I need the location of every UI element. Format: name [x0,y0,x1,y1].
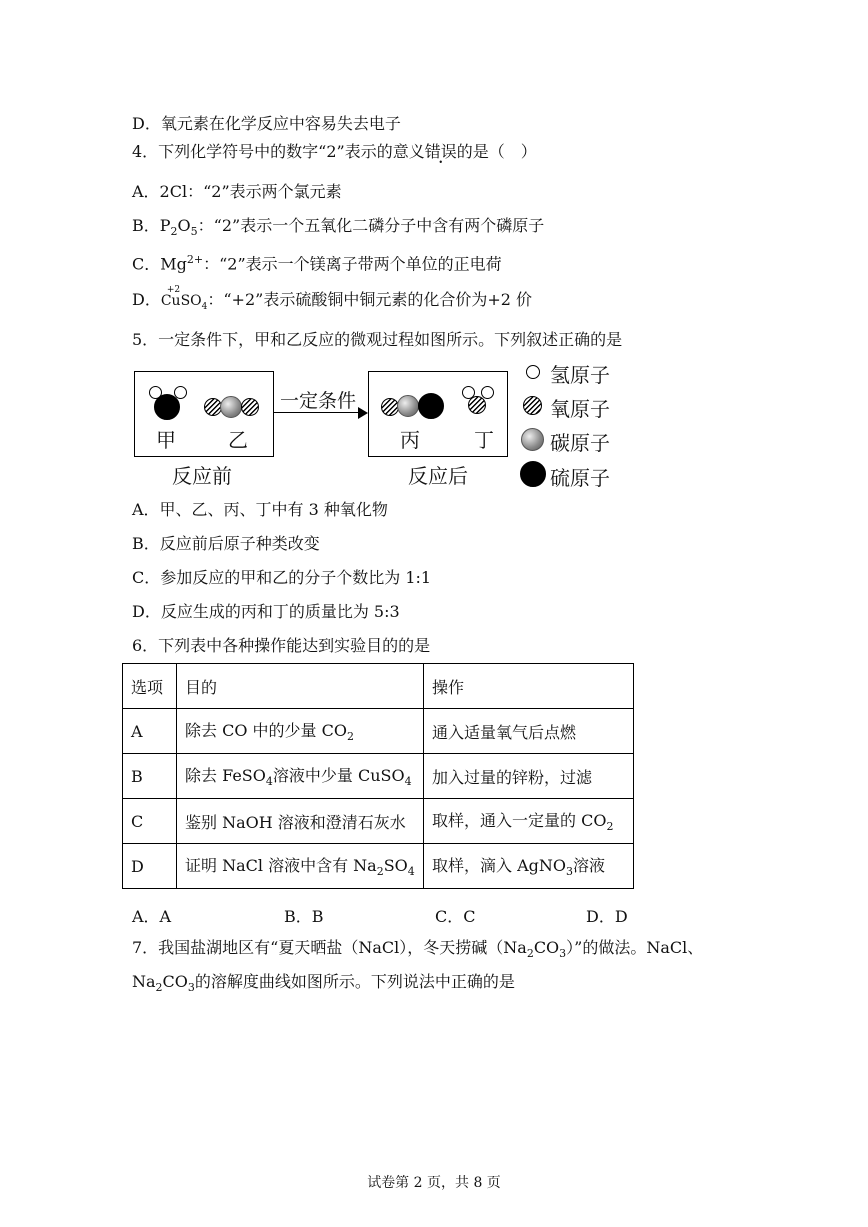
q4-stem-emphasis: 错误 [424,142,457,161]
q4-a-prefix: A．2Cl： [132,182,204,201]
cell-goal: 鉴别 NaOH 溶液和澄清石灰水 [177,799,424,844]
page-footer: 试卷第 2 页，共 8 页 [367,1175,501,1191]
label-bing: 丙 [400,428,420,452]
q7-l1b: CO [533,938,560,957]
legend-carbon: 碳原子 [550,431,610,455]
hydrogen-legend-icon [526,365,540,379]
goal-mid: SO [383,856,408,876]
q4-b-text: ：“2”表示一个五氧化二磷分子中含有两个磷原子 [197,216,545,235]
carbon-legend-icon [521,428,544,451]
q3-option-d: D．氧元素在化学反应中容易失去电子 [132,114,401,133]
legend-sulfur: 硫原子 [550,466,610,490]
q4-stem-before: 4．下列化学符号中的数字“2”表示的意义 [132,142,425,161]
q4-stem-after: 的是（ ） [456,142,537,161]
legend-hydrogen: 氢原子 [550,363,610,387]
q7-l1a: 7．我国盐湖地区有“夏天晒盐（NaCl），冬天捞碱（Na [132,938,527,957]
cell-operation [424,844,634,889]
q4-stem [132,142,537,162]
legend-oxygen: 氧原子 [550,397,610,421]
op-sub: 3 [566,865,574,879]
table-row [123,709,634,754]
cell-goal [177,844,424,889]
cell-operation [424,799,634,844]
q7-l2b: CO [162,972,188,991]
q4-a-text: “2”表示两个氯元素 [203,182,342,201]
q5-option-a: A．甲、乙、丙、丁中有 3 种氧化物 [132,500,388,519]
table-header-row [123,664,634,709]
q5-option-d: D．反应生成的丙和丁的质量比为 5:3 [132,602,400,621]
oxygen-atom [468,396,486,414]
q6-choice-d: D．D [586,907,628,926]
q4-c-text: ：“2”表示一个镁离子带两个单位的正电荷 [203,254,502,274]
arrow-condition: 一定条件 [280,390,357,412]
arrow-head-icon [358,407,368,419]
label-yi: 乙 [228,428,248,452]
q7-line2: $Na_2CO_3$的溶解度曲线如图所示。下列说法中正确的是 [132,972,515,995]
op-sub: 2 [606,820,614,834]
goal-mid: 溶液中少量 CuSO [272,766,405,786]
header-goal: 目的 [177,664,424,709]
q6-choice-c: C．C [435,907,476,926]
cell-operation: 加入过量的锌粉，过滤 [424,754,634,799]
q4-option-c [132,250,502,274]
cell-option: D [123,844,177,889]
q5-option-c: C．参加反应的甲和乙的分子个数比为 1:1 [132,568,432,587]
oxygen-legend-icon [523,396,542,415]
q6-stem: 6．下列表中各种操作能达到实验目的的是 [132,636,431,655]
cell-option: A [123,709,177,754]
sulfur-atom [154,394,180,420]
cell-option: C [123,799,177,844]
goal-sub2: 4 [407,865,415,879]
goal-text: 证明 NaCl 溶液中含有 Na [185,856,377,876]
q5-stem: 5．一定条件下，甲和乙反应的微观过程如图所示。下列叙述正确的是 [132,330,623,349]
cell-option: B [123,754,177,799]
goal-text: 除去 FeSO [185,766,266,786]
q4-b-prefix: B．P [132,216,171,235]
q6-choice-b: B．B [284,907,324,926]
q4-option-b: B．$P_2O_5$：“2”表示一个五氧化二磷分子中含有两个磷原子 [132,216,545,239]
cell-goal [177,754,424,799]
label-jia: 甲 [156,428,176,452]
table-row [123,754,634,799]
q4-option-a [132,182,342,202]
oxygen-atom [241,398,259,416]
op-text: 取样，通入一定量的 CO [432,811,607,831]
q7-l1c: ）”的做法。NaCl、 [566,938,704,957]
q4-c-charge: 2+ [186,253,204,266]
op-text: 取样，滴入 AgNO [432,856,567,876]
q4-c-prefix: C．Mg [132,254,187,274]
reaction-arrow [274,412,362,413]
q7-l2a: Na [132,972,156,991]
label-ding: 丁 [474,428,494,452]
q4-d-text: ：“+2”表示硫酸铜中铜元素的化合价为+2 价 [207,290,532,309]
goal-sub: 2 [346,730,354,744]
cell-operation: 通入适量氧气后点燃 [424,709,634,754]
q6-choice-a: A．A [132,907,172,926]
table-row [123,799,634,844]
cell-goal [177,709,424,754]
header-option: 选项 [123,664,177,709]
op-after: 溶液 [573,856,606,876]
goal-text: 除去 CO 中的少量 CO [185,721,347,741]
goal-sub: 2 [376,865,384,879]
goal-sub: 4 [265,775,273,789]
q5-option-b: B．反应前后原子种类改变 [132,534,320,553]
q4-d-formula: CuSO [160,293,202,309]
goal-sub2: 4 [404,775,412,789]
header-operation: 操作 [424,664,634,709]
q4-d-prefix: D． [132,290,161,309]
q7-line1: 7．我国盐湖地区有“夏天晒盐（NaCl），冬天捞碱$(Na_2CO_3)$”的做法。NaCl、 [132,938,704,961]
carbon-atom [220,396,242,418]
sulfur-atom [418,393,444,419]
label-before: 反应前 [172,464,232,488]
q7-l2c: 的溶解度曲线如图所示。下列说法中正确的是 [194,972,515,991]
label-after: 反应后 [408,464,468,488]
q4-d-valence: +2 [166,285,181,295]
hydrogen-atom [481,386,494,399]
table-row [123,844,634,889]
q6-table [122,663,634,889]
sulfur-legend-icon [520,461,546,487]
q4-option-d: D． +2 CuSO$_4$：“+2”表示硫酸铜中铜元素的化合价为+2 价 [132,290,532,317]
carbon-atom [397,395,419,417]
